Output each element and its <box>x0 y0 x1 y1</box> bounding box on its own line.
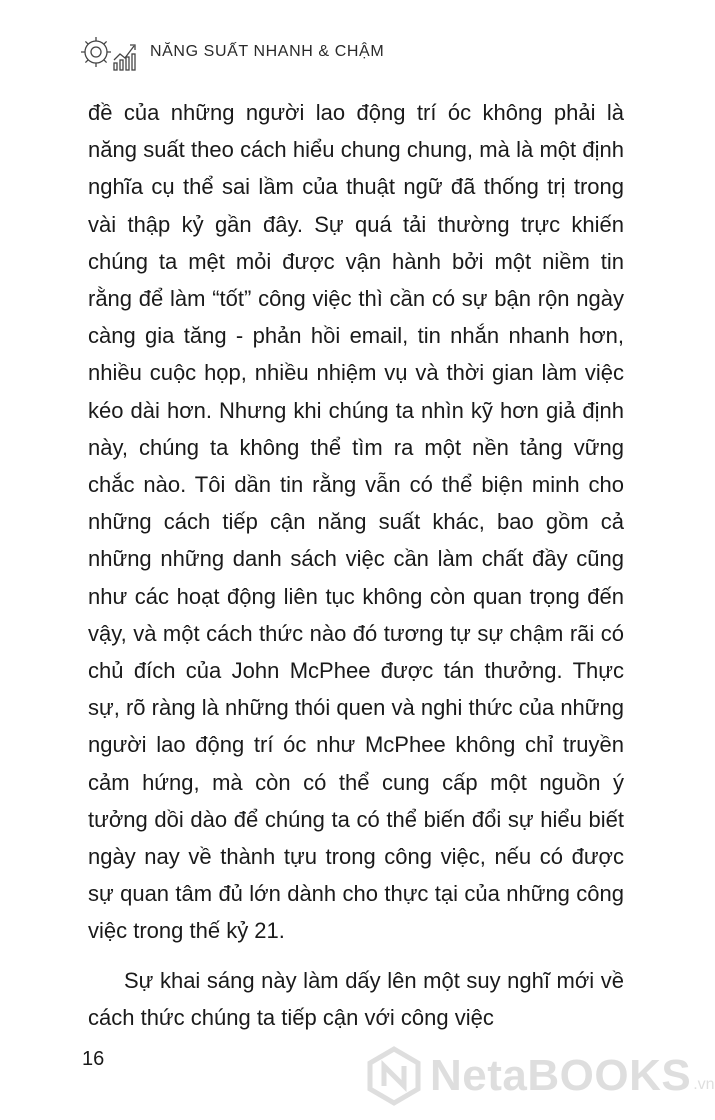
page-body <box>88 94 624 1036</box>
gear-chart-icon <box>76 30 142 74</box>
watermark <box>364 1044 715 1108</box>
running-header <box>76 30 384 74</box>
paragraph: Sự khai sáng này làm dấy lên một suy nghĩ mới về cách thức chúng ta tiếp cận với công việc <box>88 967 624 1030</box>
running-header-title: NĂNG SUẤT NHANH & CHẬM <box>150 43 385 60</box>
watermark-suffix: .vn <box>693 1076 715 1093</box>
page-number: 16 <box>82 1048 105 1070</box>
paragraph: đề của những người lao động trí óc không phải là năng suất theo cách hiểu chung chung, mà là một định nghĩa cụ thể sai lầm của thuật ngữ đã thống trị trong vài thập kỷ gần đây. Sự quá tải thường trực khiến chúng ta mệt mỏi được vận hành bởi một niềm tin rằng để làm “tốt” công việc thì cần có sự bận rộn ngày càng gia tăng - phản hồi email, tin nhắn nhanh hơn, nhiều cuộc họp, nhiều nhiệm vụ và thời gian làm việc kéo dài hơn. Nhưng khi chúng ta nhìn kỹ hơn giả định này, chúng ta không thể tìm ra một nền tảng vững chắc nào. Tôi dần tin rằng vẫn có thể biện minh cho những cách tiếp cận năng suất khác, bao gồm cả những những danh sách việc cần làm chất đầy cũng như các hoạt động liên tục không còn quan trọng đến vậy, và một cách thức nào đó tương tự sự chậm rãi có chủ đích của John McPhee được tán thưởng. Thực sự, rõ ràng là những thói quen và nghi thức của những người lao động trí óc như McPhee không chỉ truyền cảm hứng, mà còn có thể cung cấp một nguồn ý tưởng dồi dào để chúng ta có thể biến đổi sự hiểu biết ngày nay về thành tựu trong công việc, nếu có được sự quan tâm đủ lớn dành cho thực tại của những công việc trong thế kỷ 21. <box>88 100 624 944</box>
netabooks-logo-icon <box>364 1046 424 1106</box>
watermark-text: NetaBOOKS <box>430 1051 692 1100</box>
